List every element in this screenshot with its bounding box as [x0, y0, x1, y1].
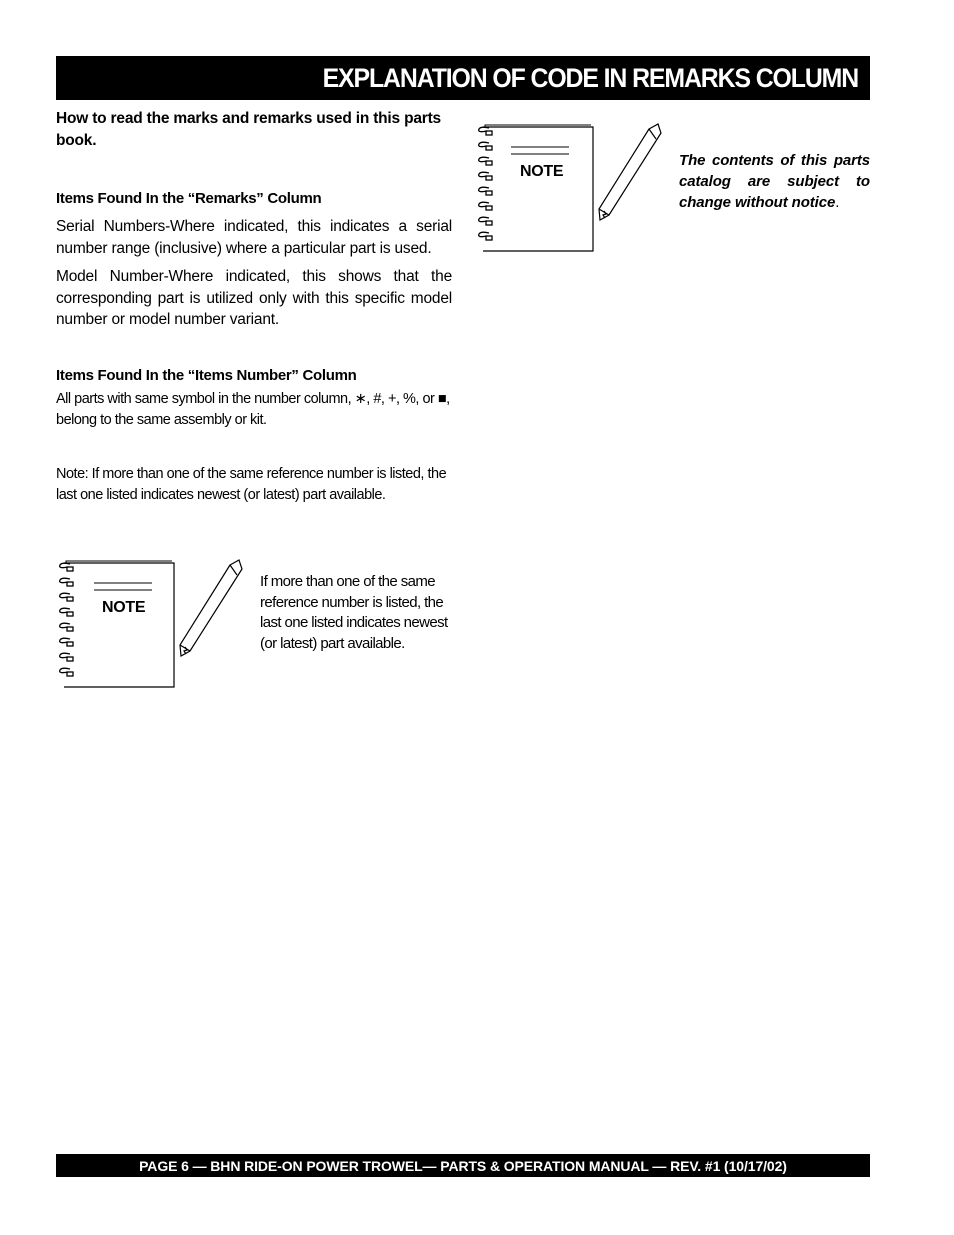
symbols-text: All parts with same symbol in the number column, ∗, #, +, %, or ■, belong to the same assembly or kit.	[56, 390, 450, 428]
note-label: NOTE	[102, 599, 146, 616]
model-number-text: Model Number-Where indicated, this shows that the corresponding part is utilized only with this specific model number or model number variant.	[56, 268, 452, 328]
page-title-bar	[56, 56, 870, 100]
notebook-pencil-icon-right	[473, 119, 665, 255]
serial-numbers-text: Serial Numbers-Where indicated, this indicates a serial number range (inclusive) where a particular part is used.	[56, 218, 452, 257]
note-caption: If more than one of the same reference number is listed, the last one listed indicates newest (or latest) part available.	[260, 573, 448, 652]
page-footer	[56, 1154, 870, 1177]
catalog-notice: The contents of this parts catalog are subject to change without notice	[679, 152, 870, 211]
catalog-notice-period: .	[835, 194, 840, 211]
catalog-notice-text	[679, 150, 870, 213]
footer-text: PAGE 6 — BHN RIDE-ON POWER TROWEL— PARTS & OPERATION MANUAL — REV. #1 (10/17/02)	[139, 1157, 787, 1174]
page-title: EXPLANATION OF CODE IN REMARKS COLUMN	[322, 62, 858, 93]
items-number-heading: Items Found In the “Items Number” Column	[56, 366, 357, 384]
notebook-pencil-icon	[54, 555, 246, 691]
note-label-right: NOTE	[520, 163, 564, 180]
left-column	[56, 108, 452, 506]
remarks-heading: Items Found In the “Remarks” Column	[56, 190, 322, 207]
latest-part-note-text: Note: If more than one of the same reference number is listed, the last one listed indicates newest (or latest) part available.	[56, 465, 447, 503]
intro-text: How to read the marks and remarks used in this parts book.	[56, 110, 441, 149]
